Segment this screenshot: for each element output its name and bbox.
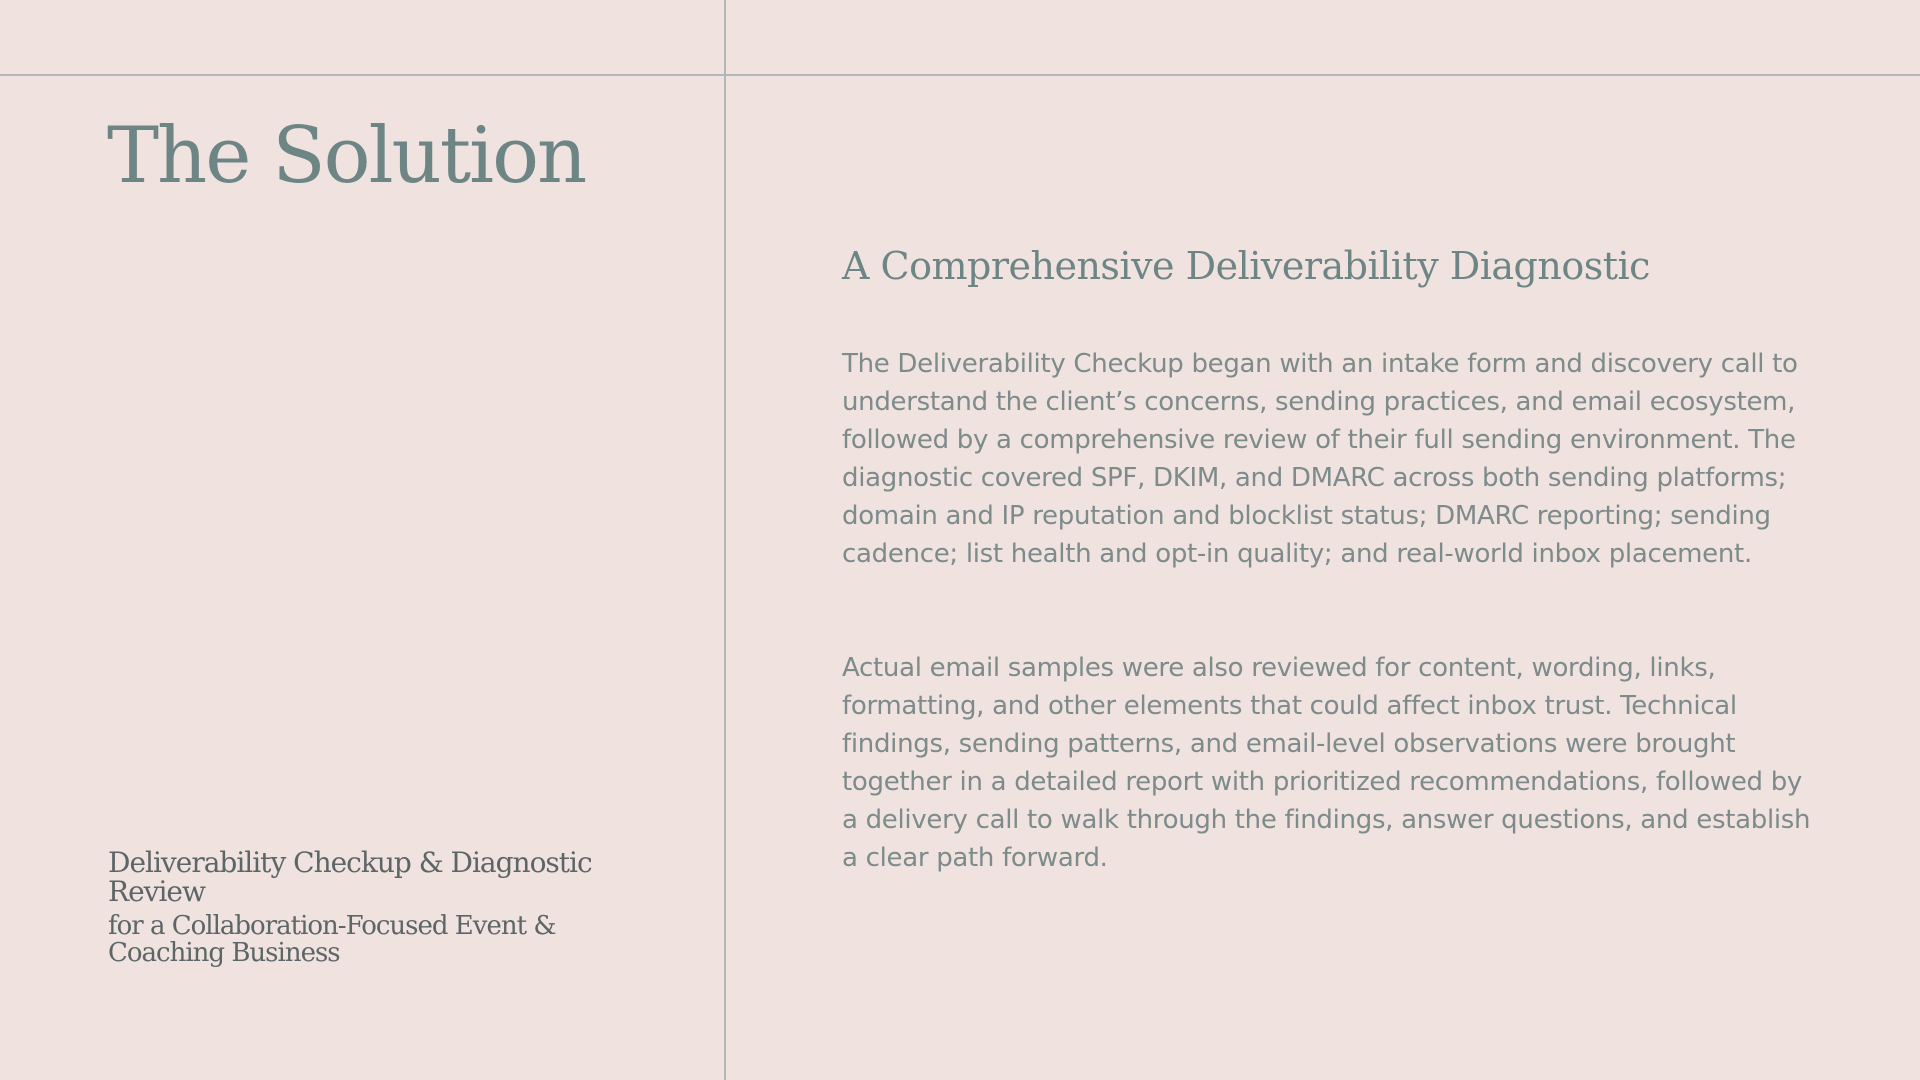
horizontal-divider [0,74,1920,76]
project-tagline: for a Collaboration-Focused Event & Coaching Business [108,911,556,968]
body-paragraph-2: Actual email samples were also reviewed for content, wording, links, formatting, and other elements that could affect inbox trust. Technical findings, sending patterns, and email-level observations were brought together in a detailed report with prioritized recommendations, followed by a delivery call to walk through the findings, answer questions, and establish a clear path forward. [842,653,1811,873]
page-title: The Solution [107,111,586,201]
section-heading: A Comprehensive Deliverability Diagnostic [842,244,1650,288]
project-subtitle: Deliverability Checkup & Diagnostic Review [108,846,592,908]
body-paragraph-1: The Deliverability Checkup began with an intake form and discovery call to understand the client’s concerns, sending practices, and email ecosystem, followed by a comprehensive review of their full sending environment. The diagnostic covered SPF, DKIM, and DMARC across both sending platforms; domain and IP reputation and blocklist status; DMARC reporting; sending cadence; list health and opt-in quality; and real-world inbox placement. [842,349,1798,569]
vertical-divider [724,0,726,1080]
